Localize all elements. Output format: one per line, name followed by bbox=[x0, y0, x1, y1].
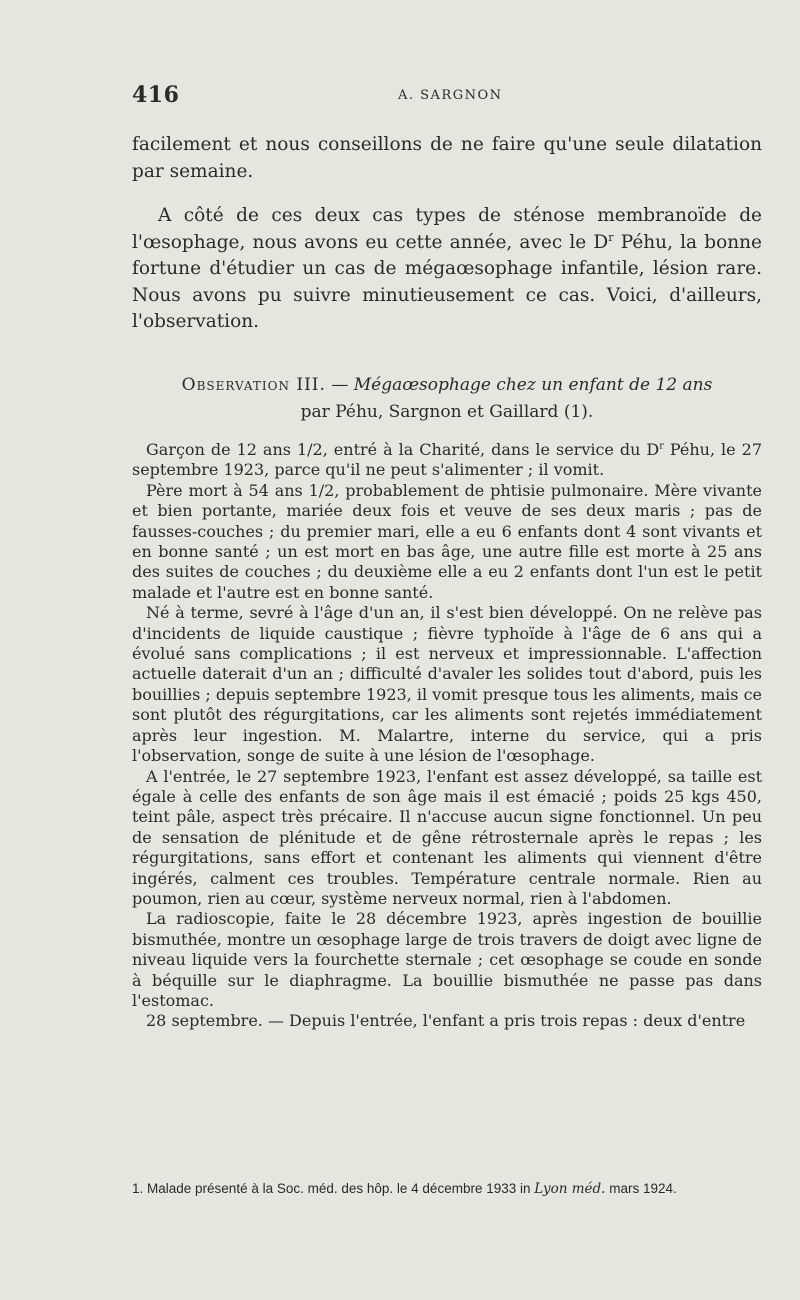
body-paragraph-5: La radioscopie, faite le 28 décembre 1923, après ingestion de bouillie bismuthée, montre un œsophage large de trois travers de doigt avec ligne de niveau liquide vers la fourchette sternale ; cet œsophage se coude en sonde à béquille sur le diaphragme. La bouillie bismuthée ne passe pas dans l'estomac. bbox=[132, 909, 762, 1010]
observation-authors: par Péhu, Sargnon et Gaillard (1). bbox=[300, 402, 594, 422]
intro-superscript: r bbox=[608, 230, 614, 244]
observation-title: Mégaœsophage chez un enfant de 12 ans bbox=[353, 375, 713, 395]
body-p1-superscript: r bbox=[659, 440, 664, 452]
intro-text-start: A côté de ces deux cas types de sténose membranoïde de l'œsophage, nous avons eu cette année, avec le D bbox=[132, 205, 762, 253]
body-paragraph-4: A l'entrée, le 27 septembre 1923, l'enfant est assez développé, sa taille est égale à celle des enfants de son âge mais il est émacié ; poids 25 kgs 450, teint pâle, aspect très précaire. Il n'accuse aucun signe fonctionnel. Un peu de sensation de plénitude et de gêne rétrosternale après le repas ; les régurgitations, sans effort et contenant les aliments qui viennent d'être ingérés, calment ces troubles. Température centrale normale. Rien au poumon, rien au cœur, système nerveux normal, rien à l'abdomen. bbox=[132, 766, 762, 908]
footnote-text: 1. Malade présenté à la Soc. méd. des hôp. le 4 décembre 1933 in bbox=[132, 1181, 535, 1196]
observation-title-line bbox=[132, 372, 762, 399]
body-paragraph-3: Né à terme, sevré à l'âge d'un an, il s'est bien développé. On ne relève pas d'incidents de liquide caustique ; fièvre typhoïde à l'âge de 6 ans qui a évolué sans complications ; il est nerveux et impressionnable. L'affection actuelle daterait d'un an ; difficulté d'avaler les solides tout d'abord, puis les bouillies ; depuis septembre 1923, il vomit presque tous les aliments, mais ce sont plutôt des régurgitations, car les aliments sont rejetés immédiatement après leur ingestion. M. Malartre, interne du service, qui a pris l'observation, songe de suite à une lésion de l'œsophage. bbox=[132, 603, 762, 766]
observation-label: Observation III. bbox=[181, 375, 326, 395]
footnote-end: mars 1924. bbox=[605, 1181, 677, 1196]
intro-paragraph bbox=[132, 203, 762, 336]
observation-body bbox=[132, 440, 762, 1032]
observation-heading bbox=[132, 372, 762, 426]
body-p1-start: Garçon de 12 ans 1/2, entré à la Charité, dans le service du D bbox=[146, 440, 660, 459]
body-p1-end: Péhu, le 27 septembre 1923, parce qu'il ne peut s'alimenter ; il vomit. bbox=[132, 440, 762, 480]
page-number: 416 bbox=[132, 82, 180, 108]
running-head bbox=[0, 82, 800, 112]
footnote bbox=[132, 1180, 762, 1198]
header-author: A. SARGNON bbox=[398, 88, 503, 103]
intro-text-end: Péhu, la bonne fortune d'étudier un cas de mégaœsophage infantile, lésion rare. Nous avons pu suivre minutieusement ce cas. Voici, d'ailleurs, l'observation. bbox=[132, 231, 762, 332]
observation-dash: — bbox=[325, 375, 354, 395]
body-paragraph-2: Père mort à 54 ans 1/2, probablement de phtisie pulmonaire. Mère vivante et bien portante, mariée deux fois et veuve de ses deux maris ; pas de fausses-couches ; du premier mari, elle a eu 6 enfants dont 4 sont vivants et en bonne santé ; un est mort en bas âge, une autre fille est morte à 25 ans des suites de couches ; du deuxième elle a eu 2 enfants dont l'un est le petit malade et l'autre est en bonne santé. bbox=[132, 480, 762, 602]
footnote-journal: Lyon méd. bbox=[534, 1181, 606, 1197]
continuation-paragraph: facilement et nous conseillons de ne faire qu'une seule dilatation par semaine. bbox=[132, 134, 762, 182]
body-paragraph-6: 28 septembre. — Depuis l'entrée, l'enfant a pris trois repas : deux d'entre bbox=[146, 1011, 746, 1031]
body-paragraph-1 bbox=[132, 440, 762, 481]
